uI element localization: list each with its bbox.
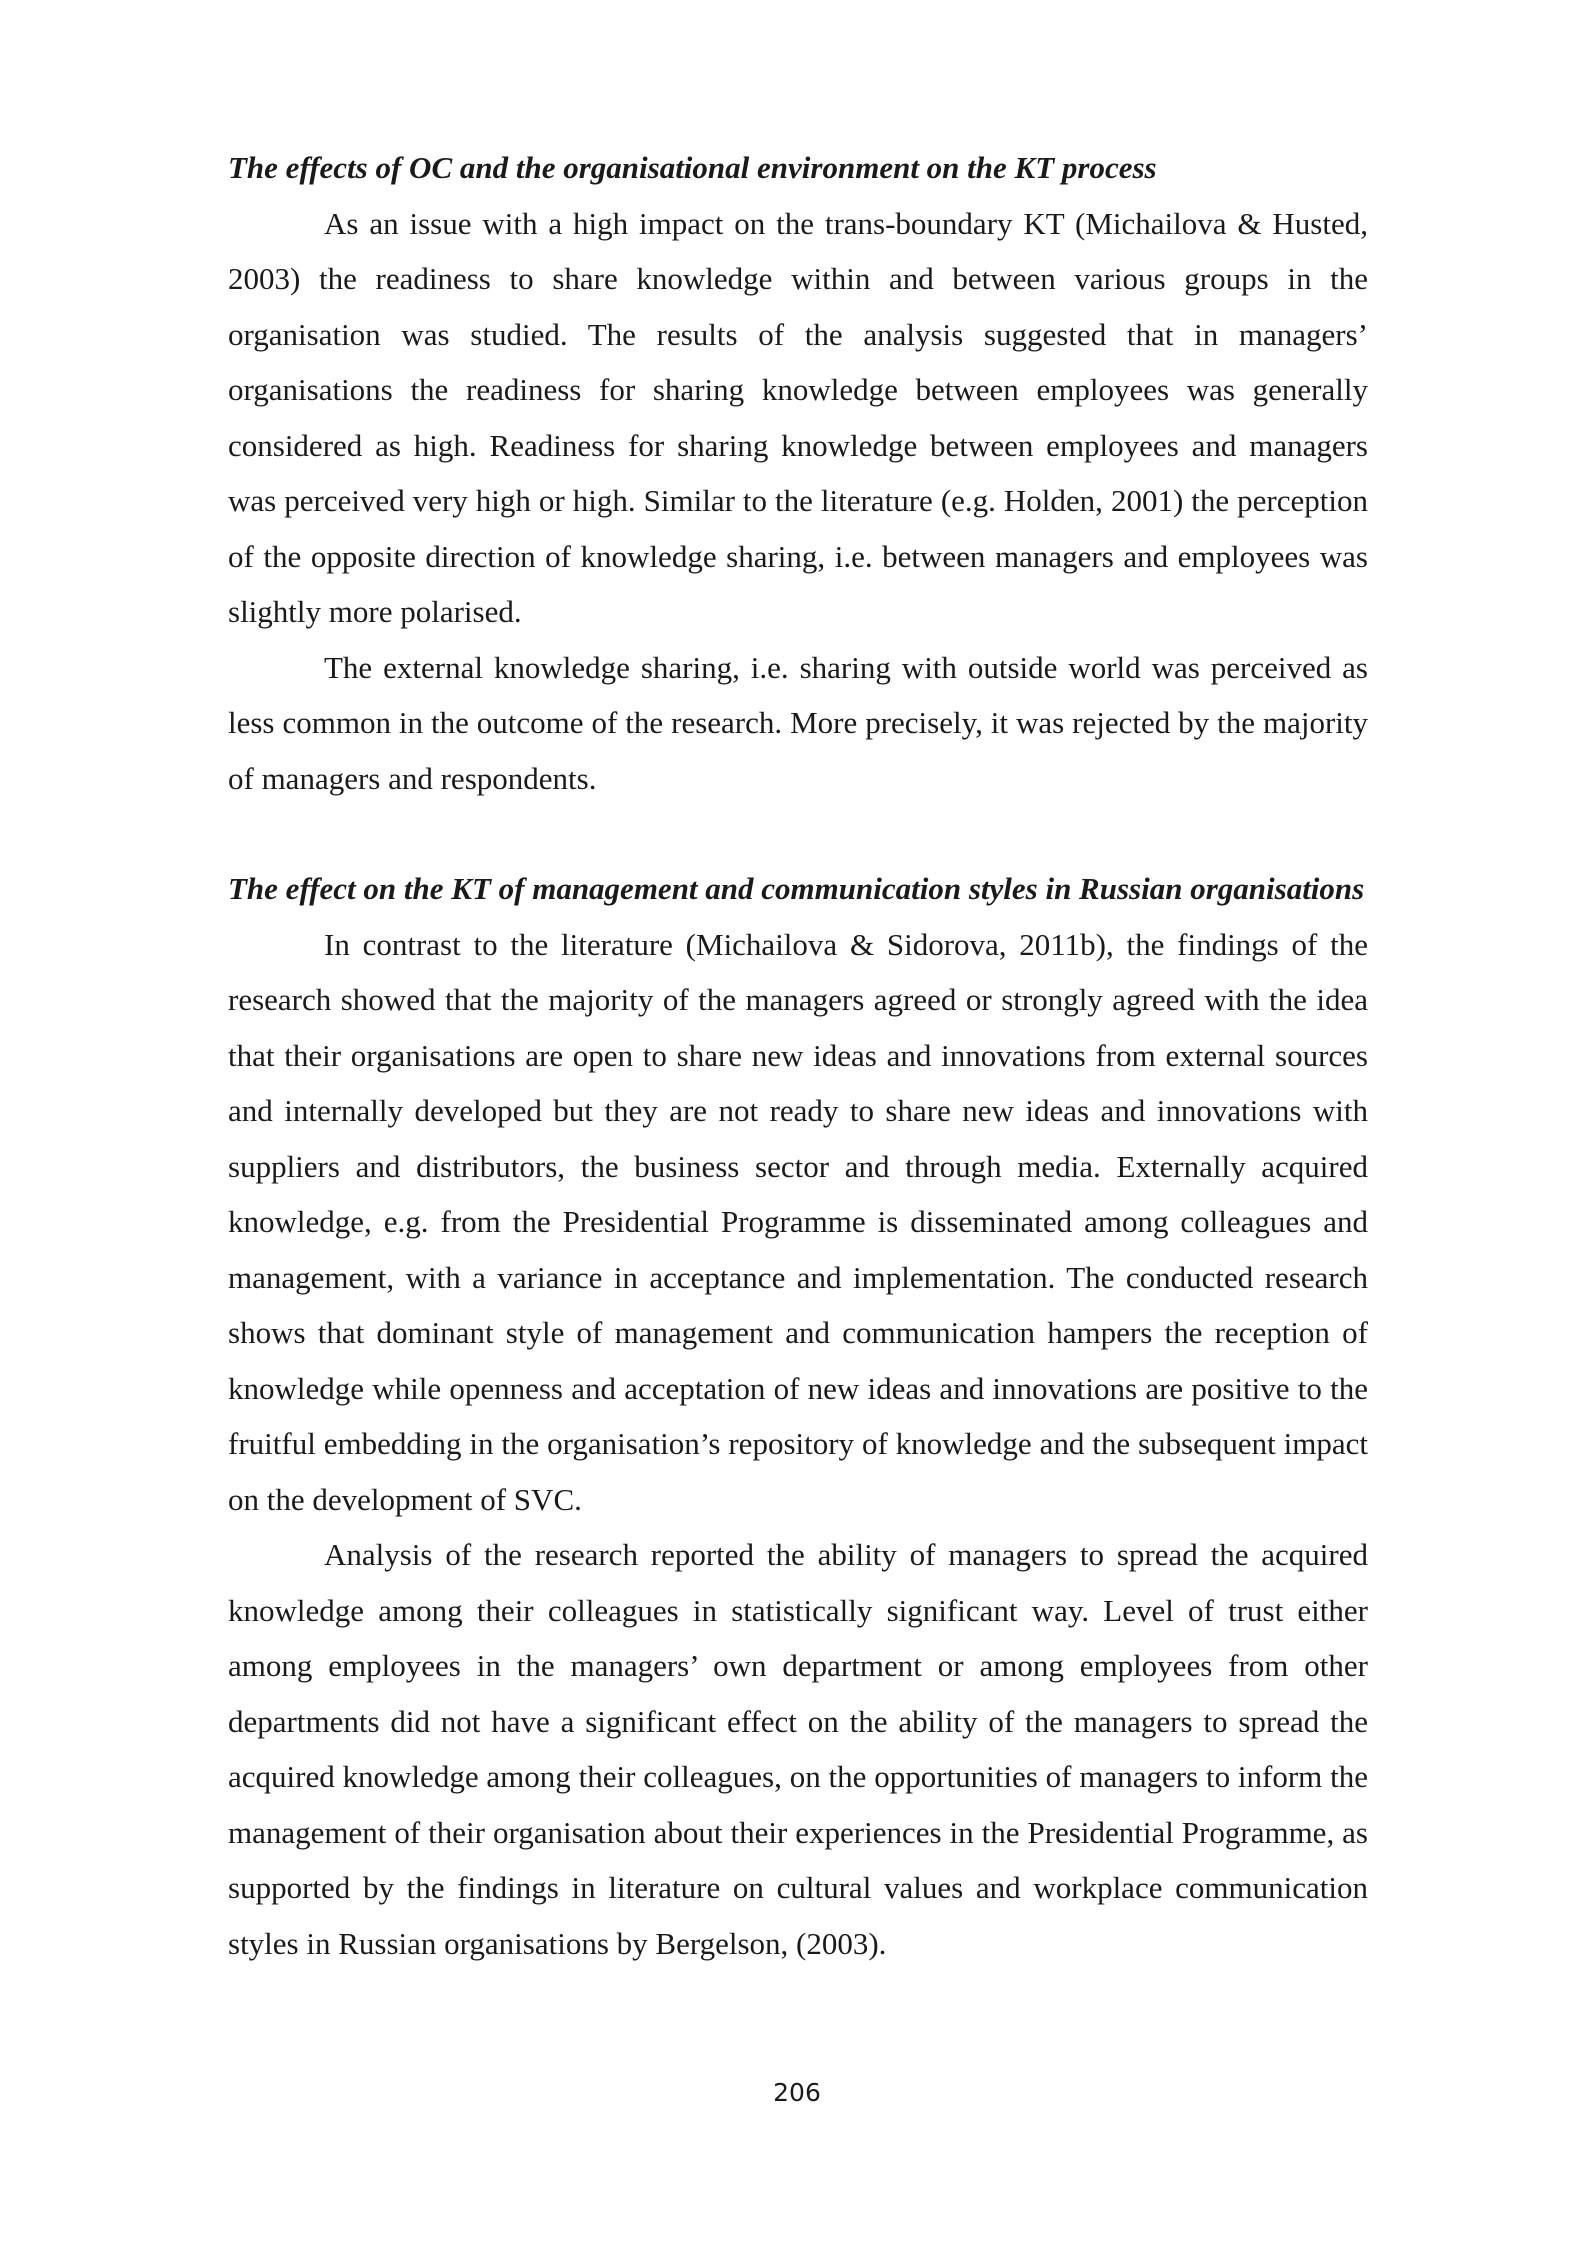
section-management-communication	[228, 861, 1368, 1971]
paragraph: In contrast to the literature (Michailova & Sidorova, 2011b), the findings of the research showed that the majority of the managers agreed or strongly agreed with the idea that their organisations are open to share new ideas and innovations from external sources and internally developed but they are not ready to share new ideas and innovations with suppliers and distributors, the business sector and through media. Externally acquired knowledge, e.g. from the Presidential Programme is disseminated among colleagues and management, with a variance in acceptance and implementation. The conducted research shows that dominant style of management and communication hampers the reception of knowledge while openness and acceptation of new ideas and innovations are positive to the fruitful embedding in the organisation’s repository of knowledge and the subsequent impact on the development of SVC.	[228, 926, 1368, 1517]
paragraph: As an issue with a high impact on the trans-boundary KT (Michailova & Husted, 2003) the readiness to share knowledge within and between various groups in the organisation was studied. The results of the analysis suggested that in managers’ organisations the readiness for sharing knowledge between employees was generally considered as high. Readiness for sharing knowledge between employees and managers was perceived very high or high. Similar to the literature (e.g. Holden, 2001) the perception of the opposite direction of knowledge sharing, i.e. between managers and employees was slightly more polarised.	[228, 205, 1368, 629]
paragraph: The external knowledge sharing, i.e. sharing with outside world was perceived as less common in the outcome of the research. More precisely, it was rejected by the majority of managers and respondents.	[228, 649, 1368, 796]
document-page	[228, 140, 1368, 1971]
page-number: 206	[773, 2078, 821, 2107]
section-heading: The effects of OC and the organisational environment on the KT process	[228, 150, 1157, 185]
section-heading: The effect on the KT of management and communication styles in Russian organisations	[228, 871, 1365, 906]
section-spacer	[228, 806, 1368, 861]
section-oc-environment	[228, 140, 1368, 806]
paragraph: Analysis of the research reported the ability of managers to spread the acquired knowledge among their colleagues in statistically significant way. Level of trust either among employees in the managers’ own department or among employees from other departments did not have a significant effect on the ability of the managers to spread the acquired knowledge among their colleagues, on the opportunities of managers to inform the management of their organisation about their experiences in the Presidential Programme, as supported by the findings in literature on cultural values and workplace communication styles in Russian organisations by Bergelson, (2003).	[228, 1537, 1368, 1961]
